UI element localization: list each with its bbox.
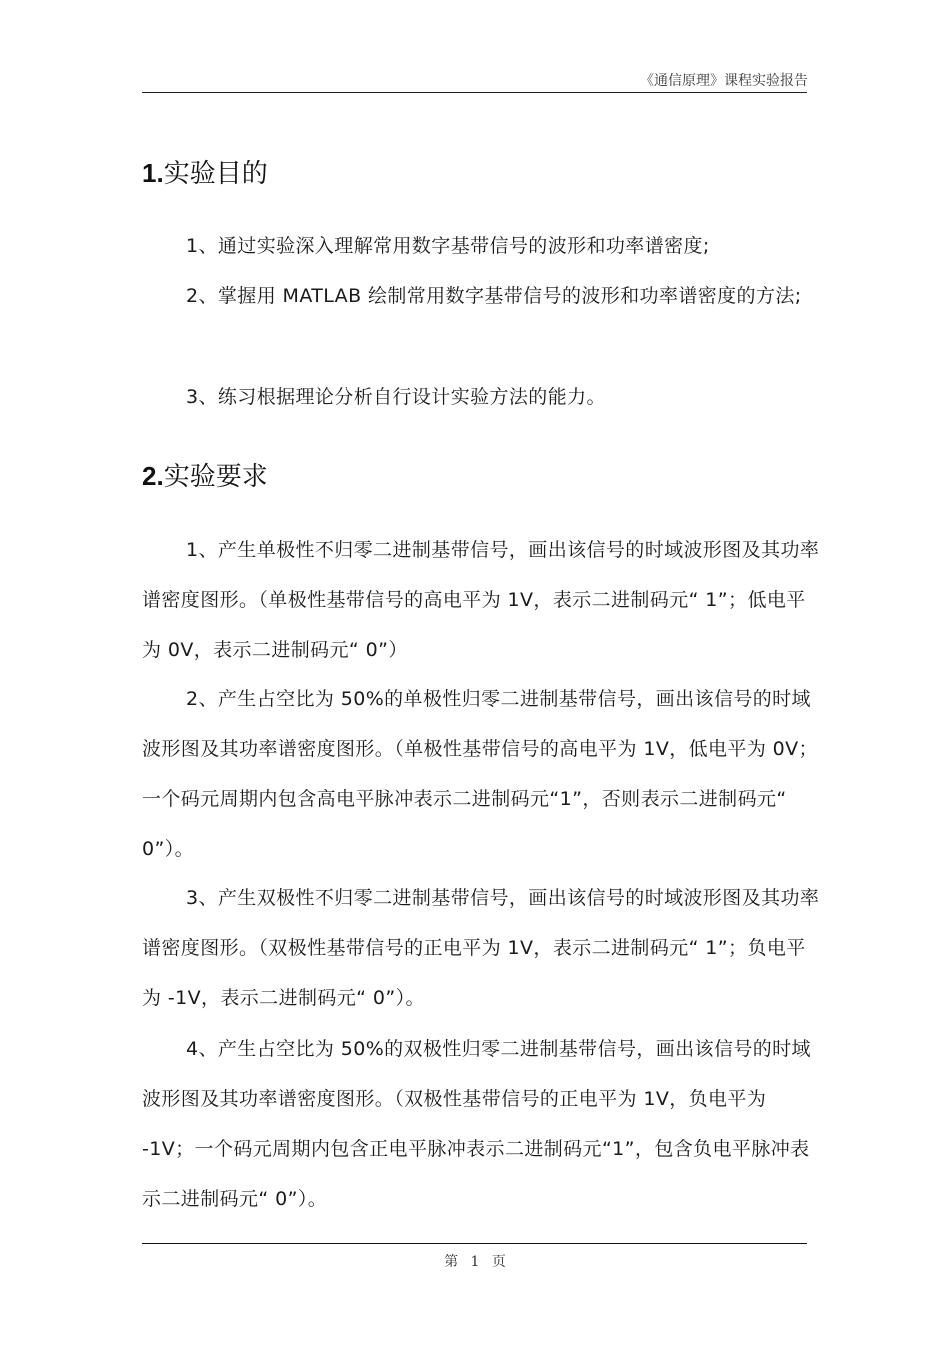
footer-rule [142,1243,807,1244]
objective-item-3: 3、练习根据理论分析自行设计实验方法的能力。 [186,386,606,408]
section-title: 实验目的 [163,159,268,189]
header-rule [142,92,807,93]
section-heading-2 [142,458,268,495]
running-header-title: 《通信原理》课程实验报告 [640,73,808,89]
objective-item-2: 2、掌握用 MATLAB 绘制常用数字基带信号的波形和功率谱密度的方法; [186,285,802,307]
requirement-item-2: 2、产生占空比为 50%的单极性归零二进制基带信号，画出该信号的时域波形图及其功率谱密度图形。（单极性基带信号的高电平为 1V，低电平为 0V；一个码元周期内包含高电平脉冲表示二进制码元“1”，否则表示二进制码元“ 0”）。 [142,688,818,860]
objective-item-1: 1、通过实验深入理解常用数字基带信号的波形和功率谱密度; [186,235,710,257]
requirement-item-4: 4、产生占空比为 50%的双极性归零二进制基带信号，画出该信号的时域波形图及其功率谱密度图形。（双极性基带信号的正电平为 1V，负电平为 -1V；一个码元周期内包含正电平脉冲表示二进制码元“1”，包含负电平脉冲表示二进制码元“ 0”）。 [142,1038,811,1210]
requirement-item-3: 3、产生双极性不归零二进制基带信号，画出该信号的时域波形图及其功率谱密度图形。（双极性基带信号的正电平为 1V，表示二进制码元“ 1”；负电平为 -1V，表示二进制码元“ 0”）。 [142,887,820,1009]
section-title: 实验要求 [163,462,268,492]
page-number: 第 1 页 [444,1254,506,1270]
requirement-item-1: 1、产生单极性不归零二进制基带信号，画出该信号的时域波形图及其功率谱密度图形。（单极性基带信号的高电平为 1V，表示二进制码元“ 1”；低电平为 0V，表示二进制码元“ 0”） [142,539,820,661]
section-heading-1 [142,155,268,192]
section-number: 1. [142,158,164,188]
section-number: 2. [142,461,164,491]
